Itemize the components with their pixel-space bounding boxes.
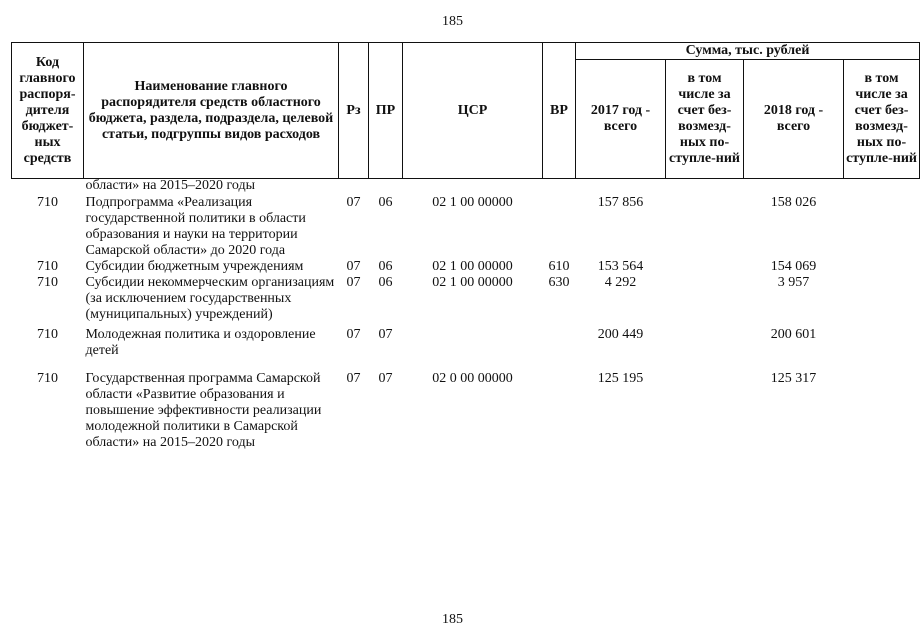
header-csr: ЦСР — [403, 43, 543, 179]
row-code: 710 — [37, 259, 58, 274]
row-name: Подпрограмма «Реализация государственной политики в области образования и науки на территории Самарской области» до 2020 года — [85, 195, 306, 258]
row-pr: 07 — [378, 327, 393, 342]
row-code: 710 — [37, 371, 58, 386]
table-row — [12, 275, 920, 323]
row-2018-free — [844, 195, 920, 259]
row-csr: 02 1 00 00000 — [432, 195, 513, 210]
continuation-text: области» на 2015–2020 годы — [85, 178, 256, 193]
row-name: Государственная программа Самарской области «Развитие образования и повышение эффективности реализации молодежной политики в Самарской области» на 2015–2020 годы — [85, 371, 322, 450]
row-name: Субсидии некоммерческим организациям (за исключением государственных (муниципальных) учреждений) — [85, 275, 335, 322]
row-name: Молодежная политика и оздоровление детей — [85, 327, 316, 358]
row-2018-free — [844, 275, 920, 323]
row-vr — [543, 371, 576, 451]
header-sum: Сумма, тыс. рублей — [576, 43, 920, 60]
table-header — [12, 43, 920, 179]
row-csr: 02 0 00 00000 — [432, 371, 513, 386]
row-2017-free — [666, 195, 744, 259]
row-2018-total: 200 601 — [770, 327, 817, 342]
header-2017-total: 2017 год - всего — [576, 60, 666, 179]
row-csr: 02 1 00 00000 — [432, 275, 513, 290]
row-vr — [543, 327, 576, 359]
header-rz: Рз — [339, 43, 369, 179]
header-vr: ВР — [543, 43, 576, 179]
table-row — [12, 195, 920, 259]
row-name: Субсидии бюджетным учреждениям — [85, 259, 304, 274]
header-pr: ПР — [369, 43, 403, 179]
row-vr: 610 — [548, 259, 570, 274]
row-code: 710 — [37, 275, 58, 290]
row-2018-total: 158 026 — [770, 195, 817, 210]
row-2018-free — [844, 371, 920, 451]
table-body — [12, 179, 920, 452]
row-2018-total: 125 317 — [770, 371, 817, 386]
table-row — [12, 327, 920, 359]
row-vr: 630 — [548, 275, 570, 290]
row-2017-free — [666, 371, 744, 451]
header-2018-total: 2018 год - всего — [744, 60, 844, 179]
row-2017-total: 4 292 — [604, 275, 637, 290]
row-vr — [543, 195, 576, 259]
page-number-top: 185 — [442, 14, 463, 29]
header-2017-free: в том числе за счет без-возмезд-ных по-ступле-ний — [666, 60, 744, 179]
row-csr — [403, 327, 543, 359]
row-2018-free — [844, 259, 920, 275]
row-2018-total: 154 069 — [770, 259, 817, 274]
row-pr: 06 — [378, 195, 393, 210]
page-number-bottom: 185 — [442, 612, 463, 627]
row-code: 710 — [37, 327, 58, 342]
row-pr: 07 — [378, 371, 393, 386]
table-row — [12, 259, 920, 275]
table-row — [12, 371, 920, 451]
row-2017-free — [666, 327, 744, 359]
row-2017-total: 153 564 — [597, 259, 644, 274]
row-rz: 07 — [346, 195, 361, 210]
budget-table — [11, 42, 920, 451]
row-2018-total: 3 957 — [777, 275, 810, 290]
row-rz: 07 — [346, 275, 361, 290]
row-csr: 02 1 00 00000 — [432, 259, 513, 274]
row-rz: 07 — [346, 259, 361, 274]
header-2018-free: в том числе за счет без-возмезд-ных по-ступле-ний — [844, 60, 920, 179]
row-2017-total: 125 195 — [597, 371, 644, 386]
row-2017-free — [666, 259, 744, 275]
header-name: Наименование главного распорядителя средств областного бюджета, раздела, подраздела, целевой статьи, подгруппы видов расходов — [84, 43, 339, 179]
continuation-row — [12, 179, 920, 194]
header-code: Код главного распоря-дителя бюджет-ных средств — [12, 43, 84, 179]
row-2018-free — [844, 327, 920, 359]
row-2017-total: 157 856 — [597, 195, 644, 210]
row-code: 710 — [37, 195, 58, 210]
row-pr: 06 — [378, 275, 393, 290]
row-2017-free — [666, 275, 744, 323]
row-2017-total: 200 449 — [597, 327, 644, 342]
row-rz: 07 — [346, 371, 361, 386]
row-rz: 07 — [346, 327, 361, 342]
row-pr: 06 — [378, 259, 393, 274]
